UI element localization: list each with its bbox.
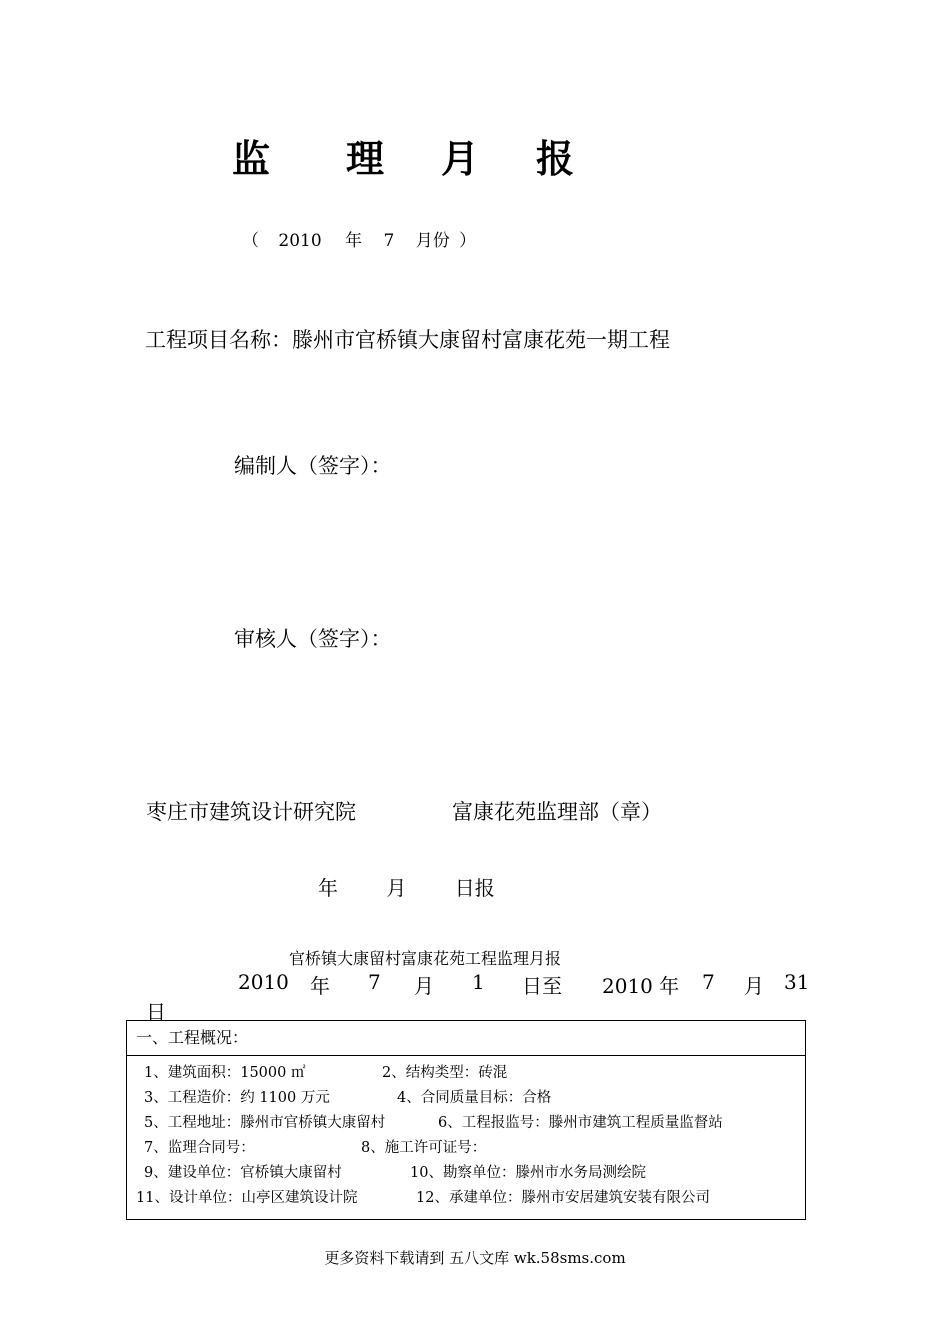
date-day-label: 日报 xyxy=(454,876,495,900)
period-end-month-label: 月 xyxy=(744,974,764,998)
period-start-year: 2010 xyxy=(238,970,289,994)
period-end-year: 2010 年 xyxy=(602,974,680,998)
period-end-day: 31 xyxy=(784,970,810,994)
period-month-label: 月 xyxy=(414,974,434,998)
title-char: 月 xyxy=(441,136,480,181)
month-label: 月份 xyxy=(415,231,450,251)
period-end-month: 7 xyxy=(702,970,715,994)
period-year-label: 年 xyxy=(310,974,330,998)
year-label: 年 xyxy=(345,231,363,251)
project-overview-table xyxy=(126,1020,806,1220)
title-char: 监 xyxy=(232,136,271,181)
overview-item: 12、承建单位：滕州市安居建筑安装有限公司 xyxy=(416,1190,710,1206)
overview-item: 1、建筑面积：15000 ㎡ xyxy=(144,1065,306,1081)
overview-item: 7、监理合同号： xyxy=(144,1140,255,1156)
overview-item: 3、工程造价：约 1100 万元 xyxy=(144,1090,330,1106)
report-month xyxy=(242,226,476,251)
year-value: 2010 xyxy=(278,231,322,251)
period-start-month: 7 xyxy=(368,970,381,994)
title-char: 报 xyxy=(536,136,575,181)
report-heading: 官桥镇大康留村富康花苑工程监理月报 xyxy=(289,949,562,968)
footer-link[interactable]: 更多资料下载请到 五八文库 wk.58sms.com xyxy=(324,1249,626,1267)
overview-item: 6、工程报监号：滕州市建筑工程质量监督站 xyxy=(438,1115,723,1131)
title-char: 理 xyxy=(346,136,385,181)
overview-item: 5、工程地址：滕州市官桥镇大康留村 xyxy=(144,1115,386,1131)
overview-item: 2、结构类型：砖混 xyxy=(382,1065,508,1081)
overview-item: 10、勘察单位：滕州市水务局测绘院 xyxy=(410,1165,646,1181)
supervision-dept: 富康花苑监理部（章） xyxy=(452,800,662,824)
date-month-label: 月 xyxy=(386,876,407,900)
overview-item: 4、合同质量目标：合格 xyxy=(397,1090,552,1106)
overview-section-title: 一、工程概况： xyxy=(127,1021,805,1056)
date-year-label: 年 xyxy=(318,876,338,900)
editor-signature-label: 编制人（签字）： xyxy=(234,454,392,478)
overview-item: 9、建设单位：官桥镇大康留村 xyxy=(144,1165,342,1181)
period-start-day: 1 xyxy=(472,970,485,994)
overview-item: 8、施工许可证号： xyxy=(361,1140,487,1156)
close-paren: ） xyxy=(459,231,477,251)
month-value: 7 xyxy=(383,231,395,251)
reviewer-signature-label: 审核人（签字）： xyxy=(234,627,392,651)
overview-item: 11、设计单位：山亭区建筑设计院 xyxy=(136,1190,358,1206)
period-day-suffix: 日 xyxy=(146,1000,166,1024)
period-to-label: 日至 xyxy=(522,974,562,998)
open-paren: （ xyxy=(242,231,259,251)
project-name: 工程项目名称：滕州市官桥镇大康留村富康花苑一期工程 xyxy=(145,328,670,352)
institute-name: 枣庄市建筑设计研究院 xyxy=(146,800,356,824)
report-date xyxy=(318,872,495,901)
